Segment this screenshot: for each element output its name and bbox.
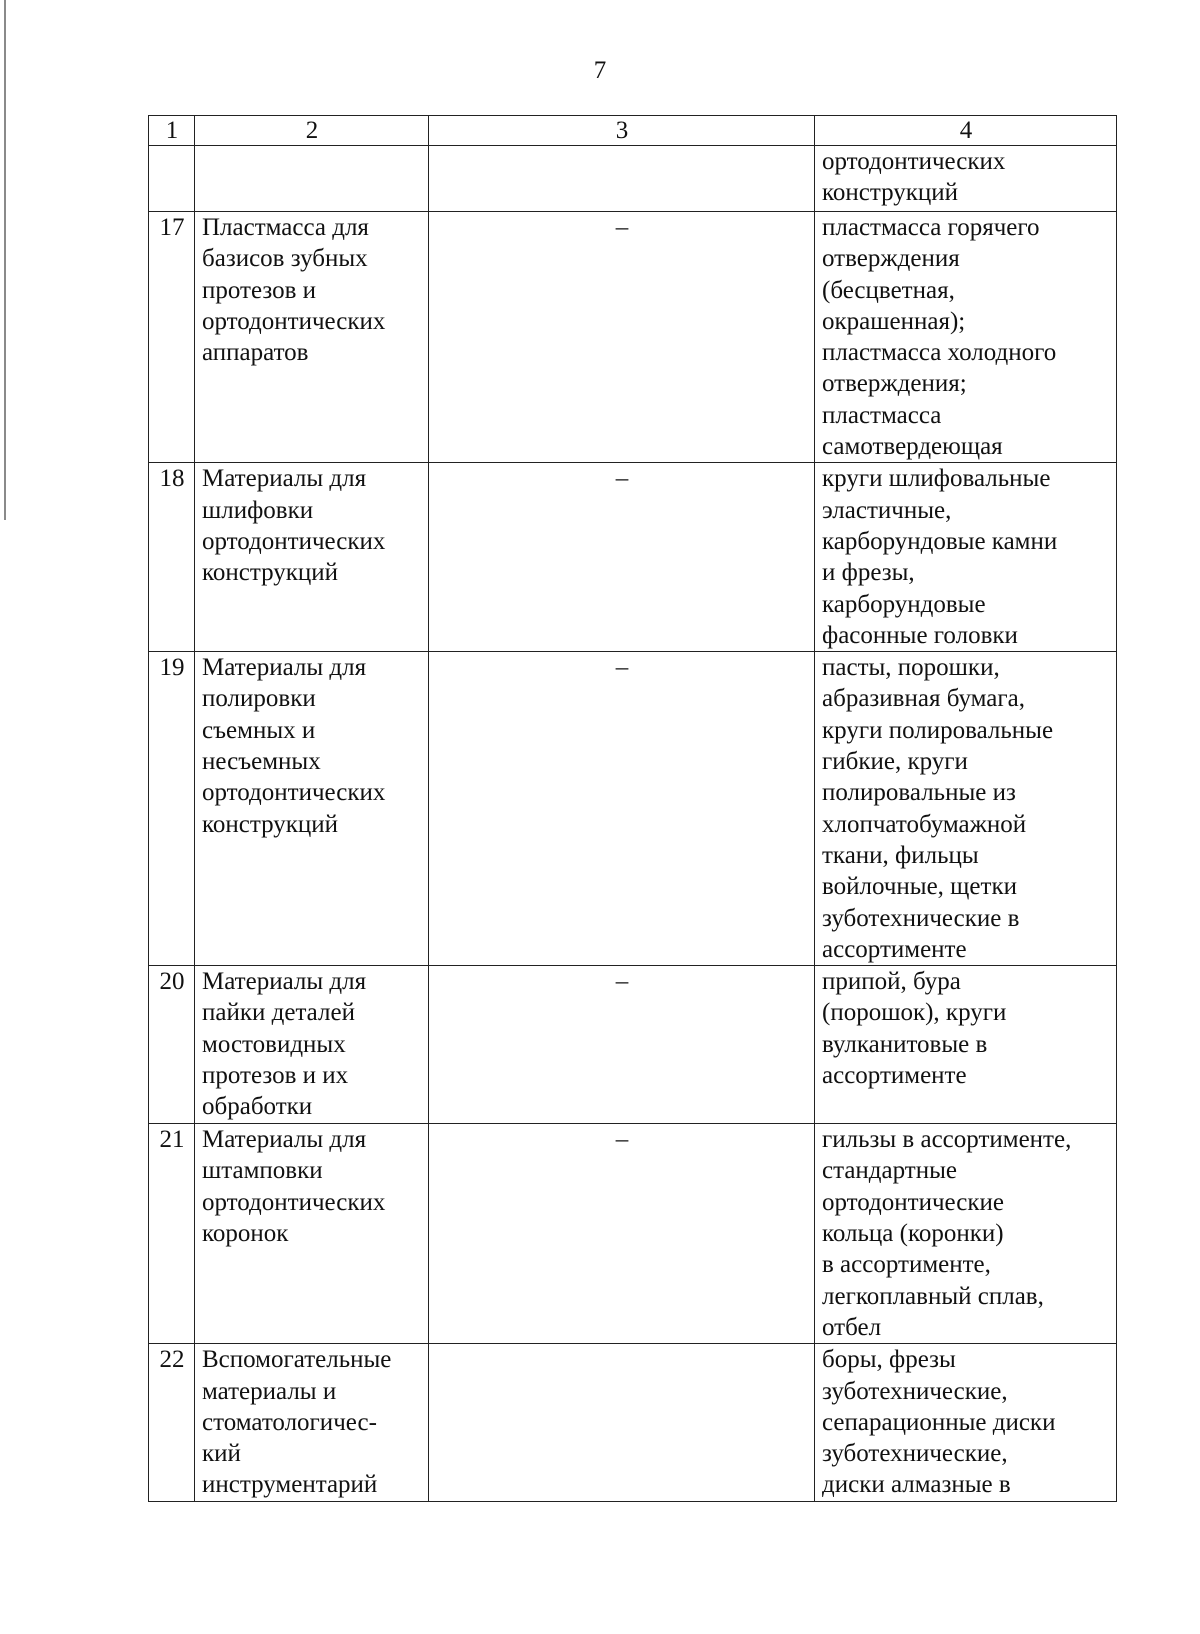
header-cell-2: 2 [195, 116, 429, 146]
table-row [149, 652, 1117, 966]
material-items: боры, фрезы зуботехнические, сепарационные диски зуботехнические, диски алмазные в [815, 1344, 1117, 1502]
material-items: пасты, порошки, абразивная бумага, круги полировальные гибкие, круги полировальные из хлопчатобумажной ткани, фильцы войлочные, щетки зуботехнические в ассортименте [815, 652, 1117, 966]
column-3-value: – [429, 463, 815, 652]
table-row [149, 1124, 1117, 1344]
table-row [149, 146, 1117, 212]
row-number: 20 [149, 966, 195, 1124]
column-3-value [429, 1344, 815, 1502]
table-row [149, 966, 1117, 1124]
material-name: Вспомогательные материалы и стоматологичес- кий инструментарий [195, 1344, 429, 1502]
material-name: Пластмасса для базисов зубных протезов и ортодонтических аппаратов [195, 212, 429, 463]
table-row [149, 1344, 1117, 1502]
row-number: 22 [149, 1344, 195, 1502]
page-number: 7 [593, 57, 607, 84]
column-3-value: – [429, 966, 815, 1124]
material-name: Материалы для шлифовки ортодонтических конструкций [195, 463, 429, 652]
column-3-value: – [429, 212, 815, 463]
material-items: пластмасса горячего отверждения (бесцветная, окрашенная); пластмасса холодного отверждения; пластмасса самотвердеющая [815, 212, 1117, 463]
column-3-value: – [429, 652, 815, 966]
row-number: 17 [149, 212, 195, 463]
row-number: 18 [149, 463, 195, 652]
column-3-value: – [429, 1124, 815, 1344]
table-row [149, 463, 1117, 652]
table-header-row [149, 116, 1117, 146]
header-cell-1: 1 [149, 116, 195, 146]
column-3-value [429, 146, 815, 212]
row-number [149, 146, 195, 212]
material-items: гильзы в ассортименте, стандартные ортодонтические кольца (коронки) в ассортименте, легкоплавный сплав, отбел [815, 1124, 1117, 1344]
header-cell-4: 4 [815, 116, 1117, 146]
material-items: припой, бура (порошок), круги вулканитовые в ассортименте [815, 966, 1117, 1124]
header-cell-3: 3 [429, 116, 815, 146]
material-items: ортодонтических конструкций [815, 146, 1117, 212]
material-name: Материалы для пайки деталей мостовидных протезов и их обработки [195, 966, 429, 1124]
material-name: Материалы для полировки съемных и несъемных ортодонтических конструкций [195, 652, 429, 966]
material-name [195, 146, 429, 212]
row-number: 21 [149, 1124, 195, 1344]
materials-table [148, 115, 1117, 1502]
material-items: круги шлифовальные эластичные, карборундовые камни и фрезы, карборундовые фасонные головки [815, 463, 1117, 652]
material-name: Материалы для штамповки ортодонтических коронок [195, 1124, 429, 1344]
row-number: 19 [149, 652, 195, 966]
table-row [149, 212, 1117, 463]
